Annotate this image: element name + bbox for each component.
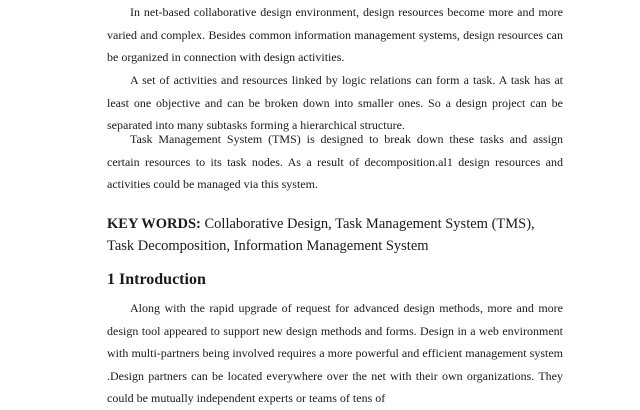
keywords-text: Collaborative Design, Task Management System (TMS), Task Decomposition, Information Management System — [107, 216, 535, 254]
abstract-paragraph-3: Task Management System (TMS) is designed to break down these tasks and assign certain resources to its task nodes. As a result of decomposition.al1 design resources and activities could be managed via this system. — [107, 132, 563, 191]
introduction-paragraph-1: Along with the rapid upgrade of request for advanced design methods, more and more design tool appeared to support new design methods and forms. Design in a web environment with multi-partners being involved requires a more powerful and efficient management system .Design partners can be located everywhere over the net with their own organizations. They could be mutually independent experts or teams of tens of — [107, 301, 563, 405]
keywords-label: KEY WORDS — [107, 216, 197, 232]
keywords-block — [107, 213, 565, 257]
abstract-paragraph-1: In net-based collaborative design environment, design resources become more and more varied and complex. Besides common information management systems, design resources can be organized in connection with design activities. — [107, 5, 563, 64]
abstract-paragraph-2: A set of activities and resources linked by logic relations can form a task. A task has at least one objective and can be broken down into smaller ones. So a design project can be separated into many subtasks forming a hierarchical structure. — [107, 73, 563, 132]
section-heading: 1 Introduction — [107, 271, 206, 288]
keywords-separator: : — [196, 216, 201, 232]
